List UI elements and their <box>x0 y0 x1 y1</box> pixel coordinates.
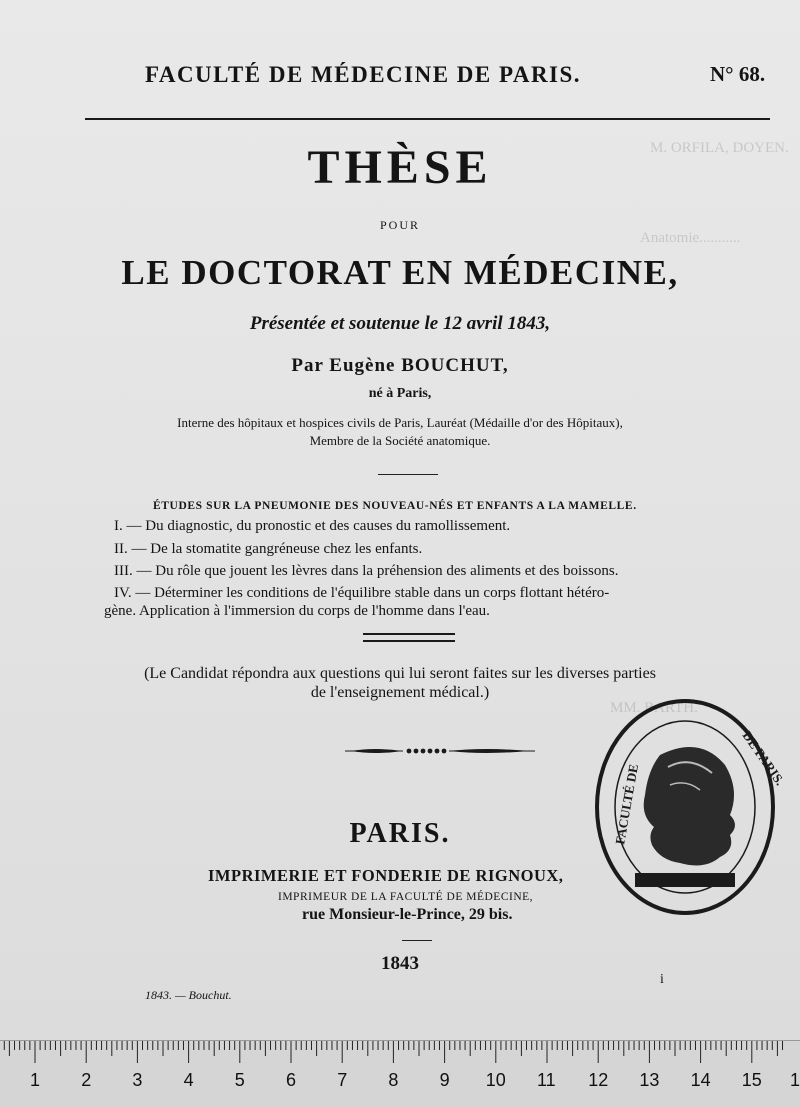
thesis-title: THÈSE <box>307 141 493 194</box>
doctorate-title: LE DOCTORAT EN MÉDECINE, <box>121 253 679 292</box>
defense-date: Présentée et soutenue le 12 avril 1843, <box>249 313 551 334</box>
ruler-label: 5 <box>234 1070 245 1090</box>
author-name: Par Eugène BOUCHUT, <box>291 355 509 376</box>
printer-address: rue Monsieur-le-Prince, 29 bis. <box>302 906 513 923</box>
header-rule <box>85 118 770 120</box>
measuring-ruler <box>0 1040 800 1107</box>
question-item: I. — Du diagnostic, du pronostic et des causes du ramollissement. <box>114 518 511 534</box>
ruler-label: 1 <box>30 1070 41 1090</box>
double-rule <box>363 633 455 642</box>
ruler-label: 7 <box>337 1070 348 1090</box>
faculty-stamp <box>590 695 788 920</box>
ruler-label: 10 <box>485 1070 506 1090</box>
ruler-label: 13 <box>639 1070 660 1090</box>
ruler-label: 8 <box>388 1070 399 1090</box>
imprint-city: PARIS. <box>349 818 451 849</box>
question-item: gène. Application à l'immersion du corps de l'homme dans l'eau. <box>104 603 490 619</box>
catalog-signature: 1843. — Bouchut. <box>145 988 232 1002</box>
ruler-label: 3 <box>132 1070 143 1090</box>
ruler-label: 15 <box>741 1070 762 1090</box>
thesis-pour: POUR <box>379 218 420 232</box>
svg-text:DE PARIS.: DE PARIS. <box>739 728 788 789</box>
question-item: IV. — Déterminer les conditions de l'équilibre stable dans un corps flottant hétéro- <box>114 585 610 601</box>
bleed-through-text: MM. BARTH. <box>610 700 698 716</box>
address-rule <box>402 940 432 941</box>
printer-title: IMPRIMEUR DE LA FACULTÉ DE MÉDECINE, <box>278 891 534 903</box>
question-item: III. — Du rôle que jouent les lèvres dans la préhension des aliments et des boissons. <box>114 563 619 579</box>
ruler-label: 6 <box>286 1070 297 1090</box>
ruler-label: 12 <box>588 1070 609 1090</box>
thesis-number: N° 68. <box>710 62 766 86</box>
question-item: II. — De la stomatite gangréneuse chez les enfants. <box>114 541 423 557</box>
ruler-label: 9 <box>439 1070 450 1090</box>
author-membership: Membre de la Société anatomique. <box>309 433 491 448</box>
ornament-divider <box>345 744 535 758</box>
candidate-note-line2: de l'enseignement médical.) <box>310 684 490 701</box>
ruler-label: 14 <box>690 1070 711 1090</box>
bleed-through-text: Anatomie........... <box>640 230 741 246</box>
author-titles: Interne des hôpitaux et hospices civils de Paris, Lauréat (Médaille d'or des Hôpitaux), <box>177 415 623 430</box>
printer-name: IMPRIMERIE ET FONDERIE DE RIGNOUX, <box>208 866 564 885</box>
separator-rule <box>378 474 438 475</box>
page-mark: i <box>660 972 664 987</box>
publication-year: 1843 <box>381 953 419 974</box>
questions-heading: ÉTUDES SUR LA PNEUMONIE DES NOUVEAU-NÉS ET ENFANTS A LA MAMELLE. <box>153 500 637 512</box>
ruler-label: 11 <box>537 1070 556 1090</box>
bleed-through-text: M. ORFILA, DOYEN. <box>650 140 789 156</box>
svg-text:FACULTÉ DE: FACULTÉ DE <box>612 762 642 846</box>
ruler-ticks <box>0 1041 800 1071</box>
ruler-label: 1 <box>790 1070 800 1090</box>
ruler-label: 4 <box>183 1070 194 1090</box>
author-birthplace: né à Paris, <box>368 386 432 401</box>
faculty-heading: FACULTÉ DE MÉDECINE DE PARIS. <box>145 62 582 87</box>
ruler-label: 2 <box>81 1070 92 1090</box>
candidate-note-line1: (Le Candidat répondra aux questions qui lui seront faites sur les diverses parties <box>144 665 656 682</box>
